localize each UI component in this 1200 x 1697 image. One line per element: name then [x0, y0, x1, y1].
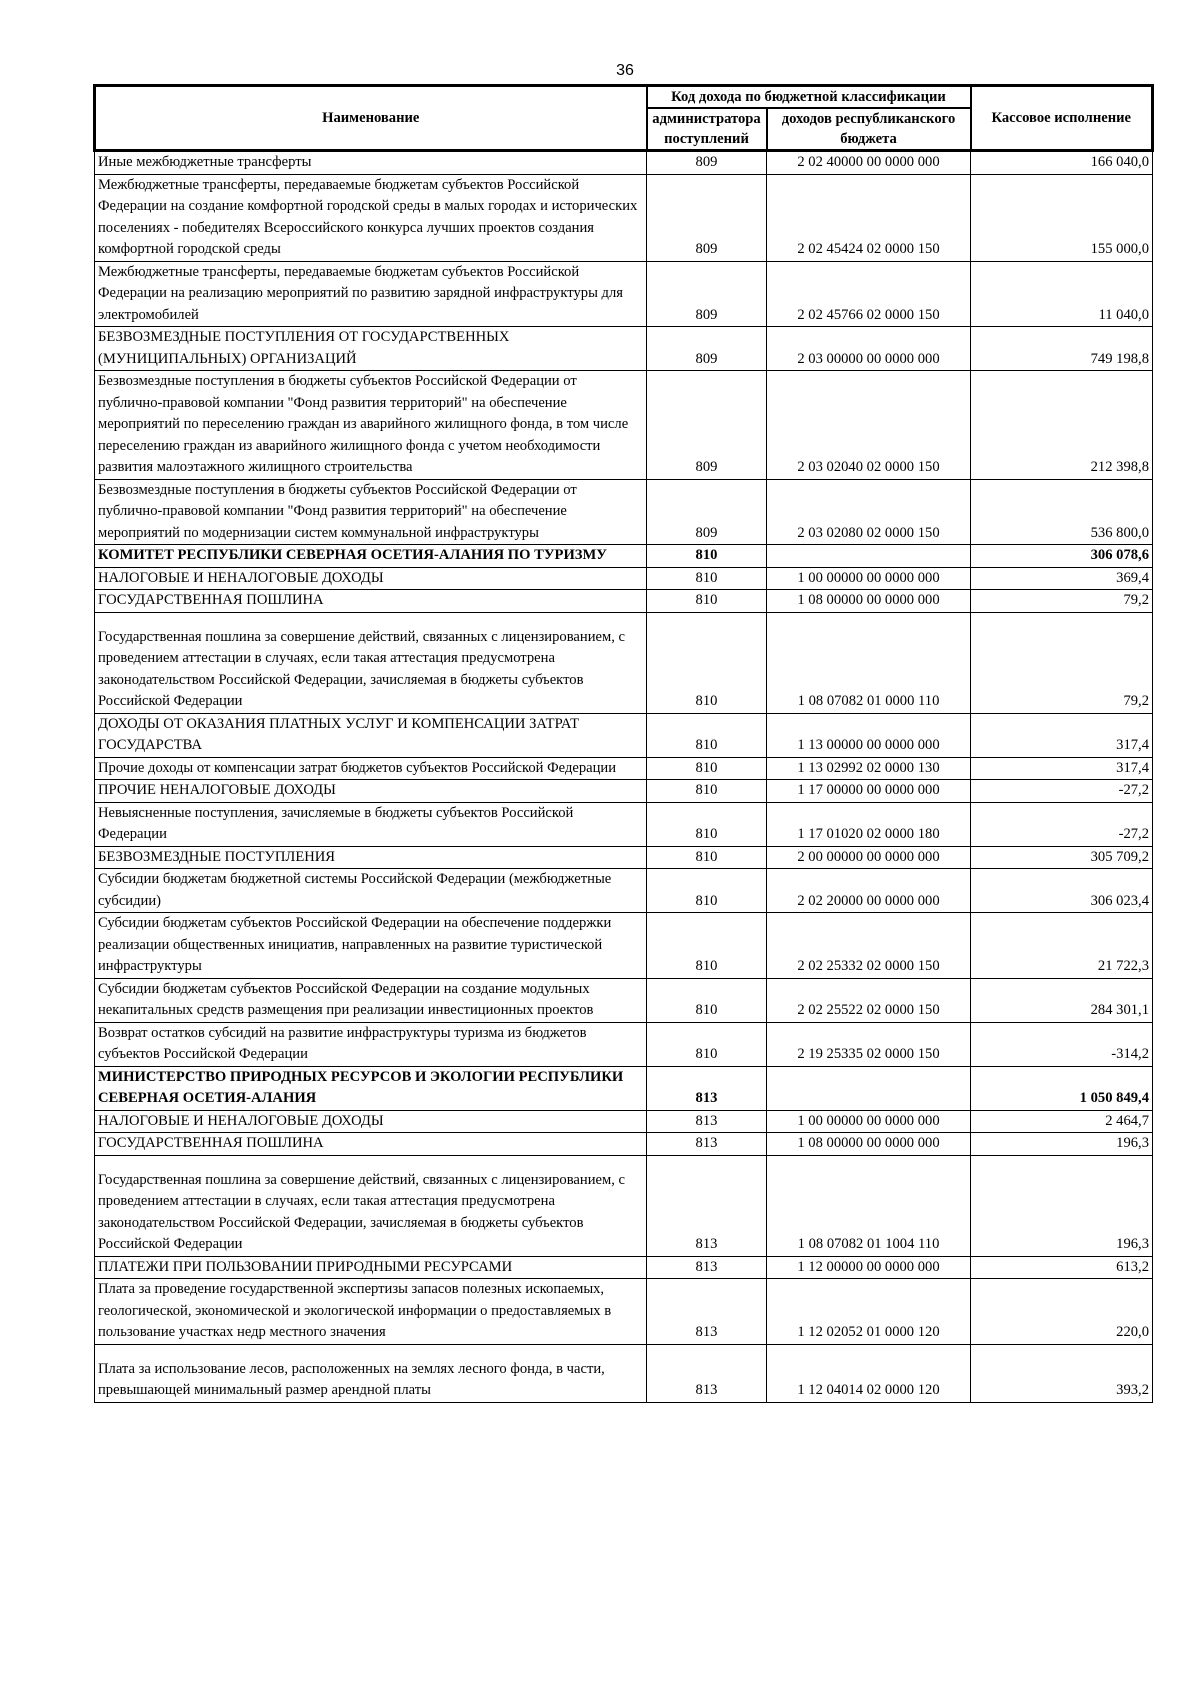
row-name: Межбюджетные трансферты, передаваемые бюджетам субъектов Российской Федерации на создание комфортной городской среды в малых городах и исторических поселениях - победителях Всероссийского конкурса лучших проектов создания комфортной городской среды — [95, 174, 647, 261]
row-amount: 2 464,7 — [971, 1110, 1153, 1133]
table-row — [95, 545, 1153, 568]
row-name: Межбюджетные трансферты, передаваемые бюджетам субъектов Российской Федерации на реализацию мероприятий по развитию зарядной инфраструктуры для электромобилей — [95, 261, 647, 327]
row-amount: -27,2 — [971, 802, 1153, 846]
table-row — [95, 261, 1153, 327]
row-admin-code: 810 — [647, 545, 767, 568]
revenue-table — [93, 84, 1154, 1403]
row-revenue-code — [767, 1066, 971, 1110]
row-name: БЕЗВОЗМЕЗДНЫЕ ПОСТУПЛЕНИЯ — [95, 846, 647, 869]
row-amount: 155 000,0 — [971, 174, 1153, 261]
row-revenue-code: 2 03 00000 00 0000 000 — [767, 327, 971, 371]
row-admin-code: 810 — [647, 978, 767, 1022]
row-name: Государственная пошлина за совершение действий, связанных с лицензированием, с проведением аттестации в случаях, если такая аттестация предусмотрена законодательством Российской Федерации, зачисляемая в бюджеты субъектов Российской Федерации — [95, 612, 647, 713]
row-admin-code: 813 — [647, 1256, 767, 1279]
row-admin-code: 809 — [647, 261, 767, 327]
row-name: Безвозмездные поступления в бюджеты субъектов Российской Федерации от публично-правовой компании "Фонд развития территорий" на обеспечение мероприятий по модернизации систем коммунальной инфраструктуры — [95, 479, 647, 545]
row-name: Государственная пошлина за совершение действий, связанных с лицензированием, с проведением аттестации в случаях, если такая аттестация предусмотрена законодательством Российской Федерации, зачисляемая в бюджеты субъектов Российской Федерации — [95, 1155, 647, 1256]
table-row — [95, 1066, 1153, 1110]
row-name: Невыясненные поступления, зачисляемые в бюджеты субъектов Российской Федерации — [95, 802, 647, 846]
header-revenue: доходов республиканского бюджета — [767, 108, 971, 151]
row-amount: 613,2 — [971, 1256, 1153, 1279]
row-revenue-code: 1 12 00000 00 0000 000 — [767, 1256, 971, 1279]
table-row — [95, 780, 1153, 803]
table-row — [95, 567, 1153, 590]
row-amount: 1 050 849,4 — [971, 1066, 1153, 1110]
page-number: 36 — [616, 62, 634, 79]
row-name: Субсидии бюджетам субъектов Российской Федерации на создание модульных некапитальных средств размещения при реализации инвестиционных проектов — [95, 978, 647, 1022]
table-row — [95, 913, 1153, 979]
row-revenue-code — [767, 545, 971, 568]
table-row — [95, 1279, 1153, 1345]
row-revenue-code: 2 02 25332 02 0000 150 — [767, 913, 971, 979]
table-row — [95, 590, 1153, 613]
row-amount: 196,3 — [971, 1133, 1153, 1156]
row-admin-code: 809 — [647, 327, 767, 371]
row-admin-code: 810 — [647, 757, 767, 780]
row-name: БЕЗВОЗМЕЗДНЫЕ ПОСТУПЛЕНИЯ ОТ ГОСУДАРСТВЕННЫХ (МУНИЦИПАЛЬНЫХ) ОРГАНИЗАЦИЙ — [95, 327, 647, 371]
row-amount: 317,4 — [971, 757, 1153, 780]
table-row — [95, 612, 1153, 713]
row-name: Плата за проведение государственной экспертизы запасов полезных ископаемых, геологической, экономической и экологической информации о предоставляемых в пользование участках недр местного значения — [95, 1279, 647, 1345]
row-name: ГОСУДАРСТВЕННАЯ ПОШЛИНА — [95, 590, 647, 613]
table-row — [95, 713, 1153, 757]
row-admin-code: 810 — [647, 780, 767, 803]
row-revenue-code: 2 02 45424 02 0000 150 — [767, 174, 971, 261]
row-name: Иные межбюджетные трансферты — [95, 151, 647, 175]
row-name: Плата за использование лесов, расположенных на землях лесного фонда, в части, превышающей минимальный размер арендной платы — [95, 1344, 647, 1402]
row-revenue-code: 1 13 00000 00 0000 000 — [767, 713, 971, 757]
row-amount: 21 722,3 — [971, 913, 1153, 979]
table-row — [95, 802, 1153, 846]
table-row — [95, 1256, 1153, 1279]
header-name: Наименование — [95, 86, 647, 151]
row-name: Субсидии бюджетам субъектов Российской Федерации на обеспечение поддержки реализации общественных инициатив, направленных на развитие туристической инфраструктуры — [95, 913, 647, 979]
row-amount: 306 078,6 — [971, 545, 1153, 568]
row-admin-code: 810 — [647, 846, 767, 869]
table-row — [95, 151, 1153, 175]
row-admin-code: 809 — [647, 151, 767, 175]
table-row — [95, 1022, 1153, 1066]
table-row — [95, 174, 1153, 261]
row-admin-code: 810 — [647, 1022, 767, 1066]
row-revenue-code: 2 02 45766 02 0000 150 — [767, 261, 971, 327]
table-row — [95, 479, 1153, 545]
row-amount: -27,2 — [971, 780, 1153, 803]
row-amount: 196,3 — [971, 1155, 1153, 1256]
table-row — [95, 371, 1153, 480]
row-admin-code: 809 — [647, 371, 767, 480]
row-amount: 317,4 — [971, 713, 1153, 757]
row-amount: 306 023,4 — [971, 869, 1153, 913]
table-row — [95, 1155, 1153, 1256]
row-amount: 284 301,1 — [971, 978, 1153, 1022]
row-admin-code: 809 — [647, 174, 767, 261]
row-amount: 305 709,2 — [971, 846, 1153, 869]
row-revenue-code: 1 00 00000 00 0000 000 — [767, 1110, 971, 1133]
row-admin-code: 813 — [647, 1066, 767, 1110]
row-name: Прочие доходы от компенсации затрат бюджетов субъектов Российской Федерации — [95, 757, 647, 780]
table-header — [95, 86, 1153, 151]
row-name: Безвозмездные поступления в бюджеты субъектов Российской Федерации от публично-правовой компании "Фонд развития территорий" на обеспечение мероприятий по переселению граждан из аварийного жилищного фонда, в том числе переселению граждан из аварийного жилищного фонда с учетом необходимости развития малоэтажного жилищного строительства — [95, 371, 647, 480]
row-amount: 79,2 — [971, 590, 1153, 613]
row-revenue-code: 2 03 02040 02 0000 150 — [767, 371, 971, 480]
row-admin-code: 810 — [647, 869, 767, 913]
header-execution: Кассовое исполнение — [971, 86, 1153, 151]
row-revenue-code: 2 03 02080 02 0000 150 — [767, 479, 971, 545]
row-amount: 79,2 — [971, 612, 1153, 713]
row-name: ДОХОДЫ ОТ ОКАЗАНИЯ ПЛАТНЫХ УСЛУГ И КОМПЕНСАЦИИ ЗАТРАТ ГОСУДАРСТВА — [95, 713, 647, 757]
row-amount: 393,2 — [971, 1344, 1153, 1402]
row-revenue-code: 1 08 00000 00 0000 000 — [767, 590, 971, 613]
table-row — [95, 846, 1153, 869]
row-name: МИНИСТЕРСТВО ПРИРОДНЫХ РЕСУРСОВ И ЭКОЛОГИИ РЕСПУБЛИКИ СЕВЕРНАЯ ОСЕТИЯ-АЛАНИЯ — [95, 1066, 647, 1110]
row-revenue-code: 2 19 25335 02 0000 150 — [767, 1022, 971, 1066]
row-name: Возврат остатков субсидий на развитие инфраструктуры туризма из бюджетов субъектов Российской Федерации — [95, 1022, 647, 1066]
row-revenue-code: 1 17 00000 00 0000 000 — [767, 780, 971, 803]
row-amount: 11 040,0 — [971, 261, 1153, 327]
row-name: Субсидии бюджетам бюджетной системы Российской Федерации (межбюджетные субсидии) — [95, 869, 647, 913]
row-name: ГОСУДАРСТВЕННАЯ ПОШЛИНА — [95, 1133, 647, 1156]
row-amount: 369,4 — [971, 567, 1153, 590]
table-row — [95, 1133, 1153, 1156]
row-amount: 166 040,0 — [971, 151, 1153, 175]
table-body — [95, 151, 1153, 1403]
row-revenue-code: 2 02 25522 02 0000 150 — [767, 978, 971, 1022]
row-admin-code: 809 — [647, 479, 767, 545]
row-revenue-code: 1 13 02992 02 0000 130 — [767, 757, 971, 780]
row-revenue-code: 1 08 00000 00 0000 000 — [767, 1133, 971, 1156]
row-revenue-code: 2 02 20000 00 0000 000 — [767, 869, 971, 913]
row-admin-code: 810 — [647, 612, 767, 713]
row-name: НАЛОГОВЫЕ И НЕНАЛОГОВЫЕ ДОХОДЫ — [95, 1110, 647, 1133]
table-row — [95, 869, 1153, 913]
row-name: КОМИТЕТ РЕСПУБЛИКИ СЕВЕРНАЯ ОСЕТИЯ-АЛАНИЯ ПО ТУРИЗМУ — [95, 545, 647, 568]
row-admin-code: 813 — [647, 1344, 767, 1402]
row-revenue-code: 1 12 02052 01 0000 120 — [767, 1279, 971, 1345]
row-revenue-code: 2 00 00000 00 0000 000 — [767, 846, 971, 869]
row-name: ПРОЧИЕ НЕНАЛОГОВЫЕ ДОХОДЫ — [95, 780, 647, 803]
row-admin-code: 813 — [647, 1279, 767, 1345]
row-name: ПЛАТЕЖИ ПРИ ПОЛЬЗОВАНИИ ПРИРОДНЫМИ РЕСУРСАМИ — [95, 1256, 647, 1279]
row-amount: 220,0 — [971, 1279, 1153, 1345]
row-amount: 212 398,8 — [971, 371, 1153, 480]
row-admin-code: 813 — [647, 1110, 767, 1133]
table-row — [95, 1110, 1153, 1133]
table-row — [95, 327, 1153, 371]
table-row — [95, 757, 1153, 780]
row-admin-code: 810 — [647, 913, 767, 979]
row-admin-code: 810 — [647, 802, 767, 846]
row-admin-code: 810 — [647, 567, 767, 590]
row-admin-code: 813 — [647, 1155, 767, 1256]
header-admin: администратора поступлений — [647, 108, 767, 151]
header-code-group: Код дохода по бюджетной классификации — [647, 86, 971, 109]
row-admin-code: 810 — [647, 713, 767, 757]
row-amount: -314,2 — [971, 1022, 1153, 1066]
row-revenue-code: 1 08 07082 01 1004 110 — [767, 1155, 971, 1256]
row-admin-code: 813 — [647, 1133, 767, 1156]
table-row — [95, 978, 1153, 1022]
row-revenue-code: 1 08 07082 01 0000 110 — [767, 612, 971, 713]
row-amount: 536 800,0 — [971, 479, 1153, 545]
row-name: НАЛОГОВЫЕ И НЕНАЛОГОВЫЕ ДОХОДЫ — [95, 567, 647, 590]
row-revenue-code: 2 02 40000 00 0000 000 — [767, 151, 971, 175]
row-revenue-code: 1 00 00000 00 0000 000 — [767, 567, 971, 590]
row-revenue-code: 1 12 04014 02 0000 120 — [767, 1344, 971, 1402]
row-amount: 749 198,8 — [971, 327, 1153, 371]
row-admin-code: 810 — [647, 590, 767, 613]
table-row — [95, 1344, 1153, 1402]
row-revenue-code: 1 17 01020 02 0000 180 — [767, 802, 971, 846]
